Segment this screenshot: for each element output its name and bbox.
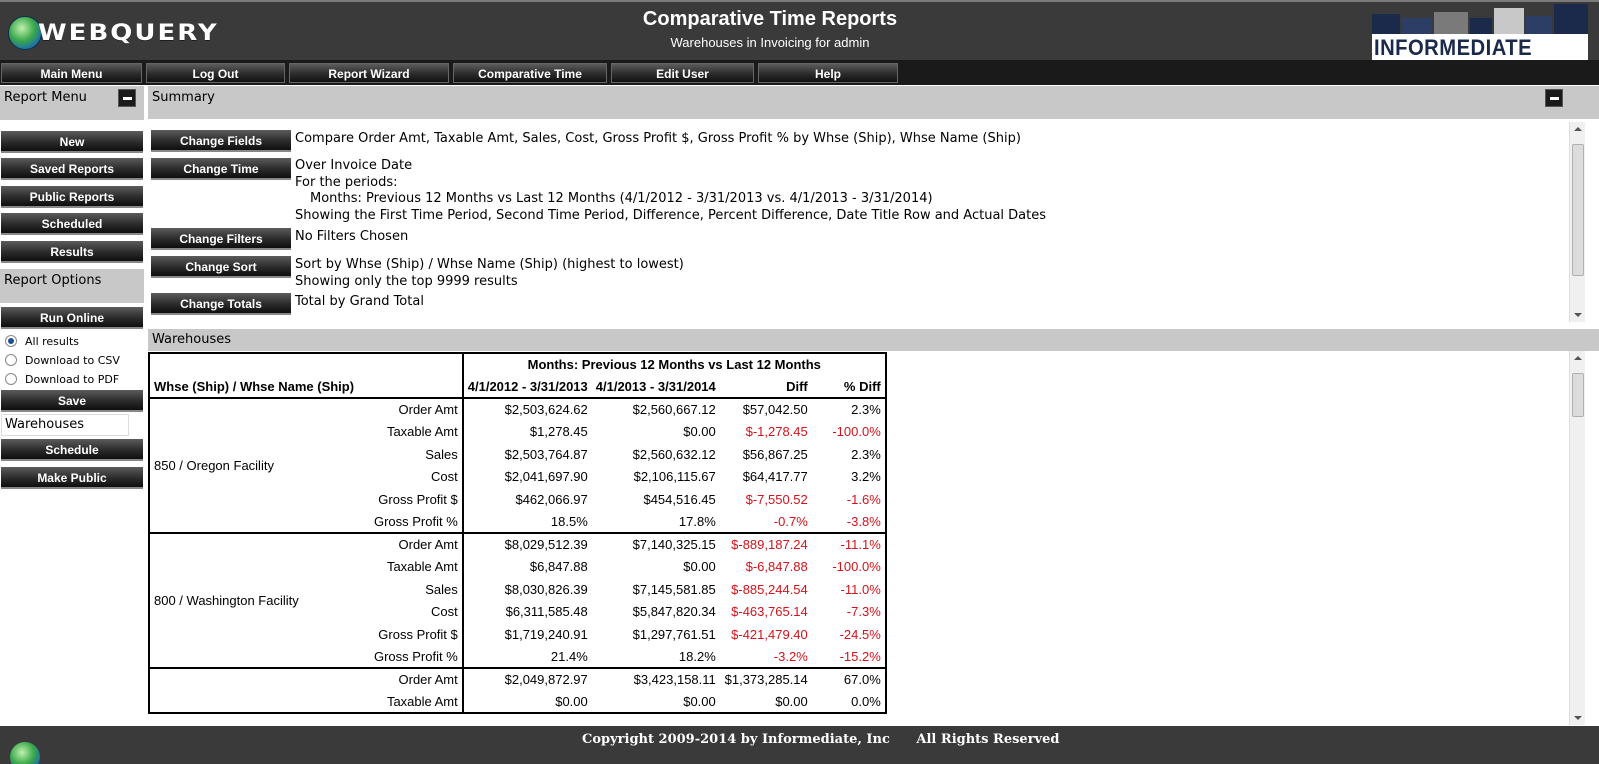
app-header (0, 0, 1599, 60)
report-table (148, 352, 887, 714)
report-section-header (148, 329, 1599, 351)
metric-label: Gross Profit % (303, 511, 463, 534)
warehouse-name: 850 / Oregon Facility (154, 458, 274, 473)
report-name-input[interactable]: Warehouses (1, 414, 129, 436)
save-button[interactable]: Save (1, 390, 143, 412)
cell-p2: $0.00 (683, 693, 716, 709)
metric-label: Sales (303, 578, 463, 601)
cell-p2: $7,145,581.85 (632, 581, 716, 597)
cell-diff: -3.2% (773, 648, 808, 664)
main-nav (0, 60, 1599, 85)
collapse-summary-icon[interactable] (1545, 89, 1563, 107)
nav-report-wizard[interactable]: Report Wizard (289, 63, 449, 83)
cell-p1: 21.4% (550, 648, 588, 664)
metric-label: Taxable Amt (303, 421, 463, 444)
informediate-logo (1372, 4, 1588, 60)
cell-p2: 17.8% (678, 513, 716, 529)
metric-label: Sales (303, 443, 463, 466)
cell-p2: 18.2% (678, 648, 716, 664)
run-online-button[interactable]: Run Online (1, 307, 143, 329)
cell-pct: -11.0% (840, 581, 881, 597)
cell-diff: $-885,244.54 (731, 581, 808, 597)
webquery-logo (8, 16, 219, 50)
sort-description: Sort by Whse (Ship) / Whse Name (Ship) (highest to lowest) Showing only the top 9999 results (295, 257, 684, 289)
radio-download-pdf[interactable]: Download to PDF (5, 371, 119, 387)
metric-label: Cost (303, 601, 463, 624)
change-fields-button[interactable]: Change Fields (151, 130, 291, 152)
cell-p1: $2,049,872.97 (504, 672, 588, 688)
column-header: Diff (786, 378, 808, 394)
scroll-down-icon[interactable] (1574, 313, 1582, 317)
cell-pct: -15.2% (839, 648, 881, 664)
nav-edit-user[interactable]: Edit User (611, 63, 754, 83)
saved-reports-button[interactable]: Saved Reports (1, 158, 143, 180)
cell-p2: $1,297,761.51 (632, 626, 716, 642)
cell-p2: $2,106,115.67 (633, 469, 716, 485)
metric-label: Gross Profit $ (303, 623, 463, 646)
scroll-thumb[interactable] (1572, 373, 1584, 417)
metric-label: Cost (303, 466, 463, 489)
cell-diff: $-463,765.14 (731, 604, 808, 620)
nav-main-menu[interactable]: Main Menu (1, 63, 142, 83)
report-section-title: Warehouses (152, 332, 232, 347)
warehouse-name (149, 668, 303, 713)
scroll-up-icon[interactable] (1574, 127, 1582, 131)
page-subtitle: Warehouses in Invoicing for admin (670, 35, 870, 50)
cell-diff: $-421,479.40 (731, 626, 808, 642)
cell-pct: -1.6% (846, 491, 881, 507)
totals-description: Total by Grand Total (295, 294, 424, 309)
cell-pct: 0.0% (851, 693, 881, 709)
globe-icon (10, 742, 40, 764)
cell-p1: $2,041,697.90 (504, 469, 588, 485)
report-scrollbar[interactable] (1569, 351, 1585, 725)
cell-p1: $1,719,240.91 (504, 626, 588, 642)
metric-label: Order Amt (303, 398, 463, 421)
cell-pct: -7.3% (846, 604, 881, 620)
report-header-row (149, 353, 886, 376)
change-filters-button[interactable]: Change Filters (151, 228, 291, 250)
cell-p1: $0.00 (555, 693, 588, 709)
scroll-thumb[interactable] (1572, 144, 1584, 276)
period-title: Months: Previous 12 Months vs Last 12 Months (527, 357, 821, 373)
summary-scrollbar[interactable] (1569, 122, 1585, 322)
nav-help[interactable]: Help (758, 63, 898, 83)
fields-description: Compare Order Amt, Taxable Amt, Sales, Cost, Gross Profit $, Gross Profit % by Whse (Ship), Whse Name (Ship) (295, 131, 1021, 146)
report-menu-header (0, 86, 144, 120)
metric-label: Taxable Amt (303, 556, 463, 579)
metric-label: Order Amt (303, 668, 463, 691)
column-header: 4/1/2012 - 3/31/2013 (467, 378, 588, 394)
summary-panel (148, 122, 1569, 322)
cell-p1: $1,278.45 (529, 424, 588, 440)
table-row (149, 533, 886, 556)
cell-p1: $2,503,624.62 (504, 402, 588, 418)
cell-diff: -0.7% (773, 513, 808, 529)
results-button[interactable]: Results (1, 241, 143, 263)
cell-diff: $-889,187.24 (731, 537, 808, 553)
radio-icon[interactable] (5, 373, 17, 385)
cell-p2: $2,560,667.12 (632, 402, 716, 418)
change-time-button[interactable]: Change Time (151, 158, 291, 180)
report-sidebar (0, 86, 144, 738)
radio-icon[interactable] (5, 354, 17, 366)
change-totals-button[interactable]: Change Totals (151, 293, 291, 315)
cell-diff: $1,373,285.14 (724, 672, 808, 688)
cell-p2: $2,560,632.12 (632, 446, 716, 462)
metric-label: Gross Profit % (303, 646, 463, 669)
column-header: 4/1/2013 - 3/31/2014 (595, 378, 716, 394)
cell-diff: $57,042.50 (742, 402, 808, 418)
cell-p1: $6,311,585.48 (505, 604, 588, 620)
cell-p1: $8,029,512.39 (504, 537, 588, 553)
report-options-label: Report Options (4, 273, 102, 288)
scheduled-button[interactable]: Scheduled (1, 213, 143, 235)
cell-pct: -24.5% (839, 626, 881, 642)
app-footer (0, 726, 1599, 764)
cell-pct: 2.3% (851, 402, 881, 418)
cell-diff: $56,867.25 (742, 446, 808, 462)
group-column-header: Whse (Ship) / Whse Name (Ship) (149, 376, 463, 399)
cell-p1: $2,503,764.87 (504, 446, 588, 462)
cell-pct: 67.0% (843, 672, 881, 688)
scroll-up-icon[interactable] (1574, 356, 1582, 360)
cell-diff: $-7,550.52 (745, 491, 808, 507)
change-sort-button[interactable]: Change Sort (151, 256, 291, 278)
rights-text: All Rights Reserved (916, 732, 1060, 747)
logo-text: WEBQUERY (38, 20, 219, 46)
radio-selected-icon[interactable] (5, 335, 17, 347)
new-report-button[interactable]: New (1, 131, 143, 153)
brand-text: INFORMEDIATE (1374, 35, 1533, 60)
cell-p1: $8,030,826.39 (504, 581, 588, 597)
table-row (149, 668, 886, 691)
cell-diff: $64,417.77 (742, 469, 808, 485)
report-menu-label: Report Menu (4, 90, 87, 105)
globe-icon (8, 16, 42, 50)
scroll-down-icon[interactable] (1574, 716, 1582, 720)
copyright-text: Copyright 2009-2014 by Informediate, Inc (582, 732, 890, 747)
cell-pct: -11.1% (840, 537, 881, 553)
cell-pct: -100.0% (832, 424, 881, 440)
cell-p2: $0.00 (683, 559, 716, 575)
cell-pct: -3.8% (846, 513, 881, 529)
metric-label: Taxable Amt (303, 691, 463, 714)
cell-p2: $0.00 (683, 424, 716, 440)
report-area (148, 351, 1569, 725)
public-reports-button[interactable]: Public Reports (1, 186, 143, 208)
nav-comparative-time-reports[interactable]: Comparative Time (453, 63, 607, 83)
filters-description: No Filters Chosen (295, 229, 409, 244)
page-title: Comparative Time Reports (642, 8, 898, 30)
schedule-button[interactable]: Schedule (1, 439, 143, 461)
nav-log-out[interactable]: Log Out (146, 63, 285, 83)
cell-diff: $-6,847.88 (745, 559, 808, 575)
cell-diff: $-1,278.45 (745, 424, 808, 440)
metric-label: Gross Profit $ (303, 488, 463, 511)
summary-title: Summary (152, 90, 215, 105)
report-options-header (0, 269, 144, 303)
cell-pct: -100.0% (832, 559, 881, 575)
cell-p2: $7,140,325.15 (632, 537, 716, 553)
table-row (149, 398, 886, 421)
column-header: % Diff (843, 378, 881, 394)
cell-p1: $462,066.97 (515, 491, 588, 507)
collapse-report-menu-icon[interactable] (118, 89, 136, 107)
cell-p1: $6,847.88 (529, 559, 588, 575)
cell-p2: $454,516.45 (643, 491, 716, 507)
cell-pct: 3.2% (851, 469, 881, 485)
metric-label: Order Amt (303, 533, 463, 556)
radio-all-results[interactable]: All results (5, 333, 79, 349)
warehouse-name: 800 / Washington Facility (154, 593, 299, 608)
radio-download-csv[interactable]: Download to CSV (5, 352, 120, 368)
cell-p2: $3,423,158.11 (633, 672, 716, 688)
cell-pct: 2.3% (851, 446, 881, 462)
cell-diff: $0.00 (775, 693, 808, 709)
cell-p2: $5,847,820.34 (632, 604, 716, 620)
summary-header (148, 86, 1599, 119)
report-column-header-row (149, 376, 886, 399)
time-description: Over Invoice Date For the periods: Months: Previous 12 Months vs Last 12 Months (4/1/2012 - 3/31/2013 vs. 4/1/2013 - 3/31/2014) Showing the First Time Period, Second Time Period, Difference, Percent Difference, Date Title Row and Actual Dates (295, 158, 1047, 223)
make-public-button[interactable]: Make Public (1, 467, 143, 489)
cell-p1: 18.5% (550, 513, 588, 529)
